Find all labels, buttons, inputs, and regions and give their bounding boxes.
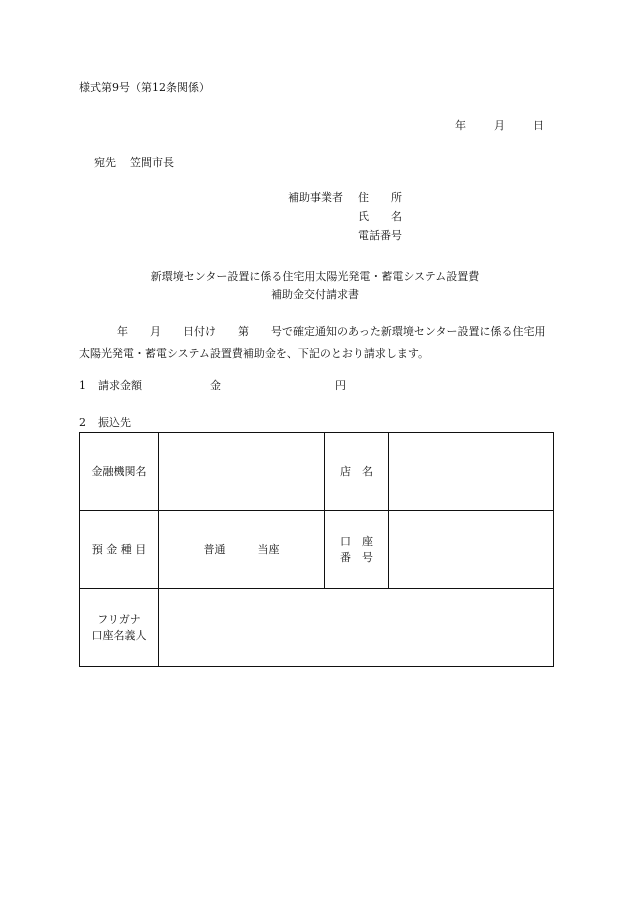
- account-number-label-line1: 口 座: [340, 534, 373, 548]
- account-holder-label: [80, 589, 159, 667]
- applicant-block: [288, 192, 402, 249]
- holder-label: 口座名義人: [91, 628, 147, 642]
- body-dated: 日付け: [183, 325, 216, 338]
- date-line: [455, 120, 544, 131]
- date-month: 月: [494, 119, 505, 132]
- bank-transfer-table: [79, 432, 554, 667]
- form-number-label: 様式第9号（第12条関係）: [79, 81, 210, 94]
- recipient: [94, 157, 174, 168]
- item1-yen: 円: [335, 379, 346, 392]
- deposit-ordinary[interactable]: 普通: [203, 542, 226, 556]
- applicant-address-label: 住 所: [358, 191, 402, 204]
- item1-kin: 金: [210, 379, 221, 392]
- applicant-name-label: 氏 名: [358, 210, 402, 223]
- deposit-current[interactable]: 当座: [257, 542, 280, 556]
- body-year: 年: [117, 325, 128, 338]
- account-number-label-line2: 番 号: [340, 550, 373, 564]
- applicant-title: 補助事業者: [288, 191, 343, 204]
- deposit-type-label: 預 金 種 目: [80, 511, 159, 589]
- bank-name-field[interactable]: [159, 433, 325, 511]
- furigana-label: フリガナ: [97, 612, 141, 626]
- item2-label: 振込先: [98, 416, 131, 429]
- recipient-label: 宛先: [94, 156, 116, 169]
- date-year: 年: [455, 119, 466, 132]
- applicant-phone-label: 電話番号: [358, 229, 402, 242]
- item1-number: 1: [79, 379, 86, 392]
- deposit-type-options[interactable]: [159, 511, 325, 589]
- account-number-label: [325, 511, 389, 589]
- branch-name-field[interactable]: [389, 433, 554, 511]
- date-day: 日: [533, 119, 544, 132]
- document-title: [0, 268, 630, 304]
- body-month: 月: [150, 325, 161, 338]
- branch-name-label: 店 名: [325, 433, 389, 511]
- body-text: 号で確定通知のあった新環境センター設置に係る住宅用太陽光発電・蓄電システム設置費補助金を、下記のとおり請求します。: [79, 325, 546, 360]
- claim-amount-line: [79, 380, 346, 391]
- account-holder-field[interactable]: [159, 589, 554, 667]
- body-paragraph: [79, 321, 554, 365]
- account-number-field[interactable]: [389, 511, 554, 589]
- item2-number: 2: [79, 416, 86, 429]
- recipient-name: 笠間市長: [130, 156, 174, 169]
- item1-label: 請求金額: [98, 379, 142, 392]
- title-line-1: 新環境センター設置に係る住宅用太陽光発電・蓄電システム設置費: [150, 270, 480, 283]
- bank-name-label: 金融機関名: [80, 433, 159, 511]
- title-line-2: 補助金交付請求書: [271, 288, 359, 301]
- transfer-heading: [79, 417, 131, 428]
- body-no-prefix: 第: [238, 325, 249, 338]
